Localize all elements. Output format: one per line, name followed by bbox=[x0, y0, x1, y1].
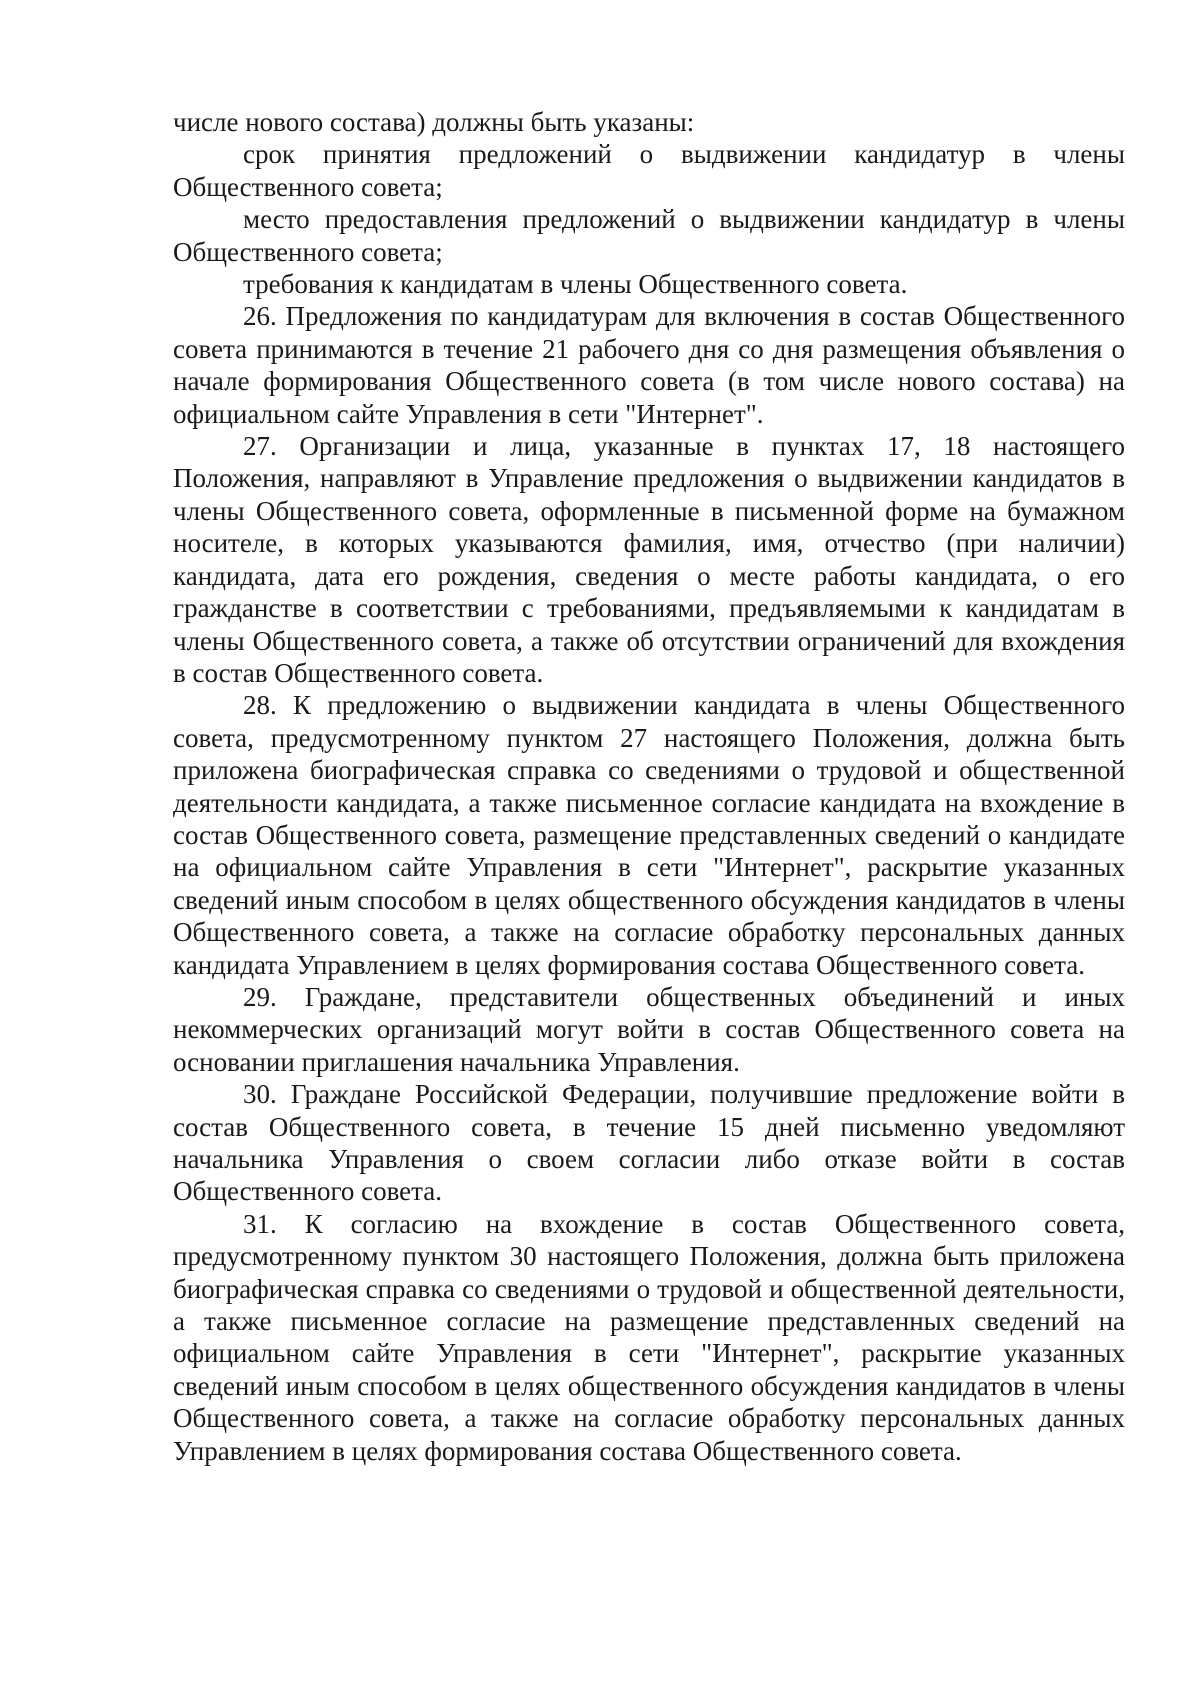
paragraph-item-30: 30. Граждане Российской Федерации, получившие предложение войти в состав Общественного совета, в течение 15 дней письменно уведомляют начальника Управления о своем согласии либо отказе войти в состав Общественного совета. bbox=[173, 1079, 1125, 1207]
paragraph-item-29: 29. Граждане, представители общественных объединений и иных некоммерческих организаций могут войти в состав Общественного совета на основании приглашения начальника Управления. bbox=[173, 981, 1125, 1077]
paragraph-continuation: числе нового состава) должны быть указаны: bbox=[173, 107, 695, 137]
paragraph-list-item-place: место предоставления предложений о выдвижении кандидатур в члены Общественного совета; bbox=[173, 204, 1125, 267]
paragraph-item-31: 31. К согласию на вхождение в состав Общественного совета, предусмотренному пунктом 30 настоящего Положения, должна быть приложена биографическая справка со сведениями о трудовой и общественной деятельности, а также письменное согласие на размещение представленных сведений на официальном сайте Управления в сети "Интернет", раскрытие указанных сведений иным способом в целях общественного обсуждения кандидатов в члены Общественного совета, а также на согласие обработку персональных данных Управлением в целях формирования состава Общественного совета. bbox=[173, 1208, 1125, 1466]
paragraph-item-28: 28. К предложению о выдвижении кандидата в члены Общественного совета, предусмотренному пунктом 27 настоящего Положения, должна быть приложена биографическая справка со сведениями о трудовой и общественной деятельности кандидата, а также письменное согласие кандидата на вхождение в состав Общественного совета, размещение представленных сведений о кандидате на официальном сайте Управления в сети "Интернет", раскрытие указанных сведений иным способом в целях общественного обсуждения кандидатов в члены Общественного совета, а также на согласие обработку персональных данных кандидата Управлением в целях формирования состава Общественного совета. bbox=[173, 690, 1125, 980]
paragraph-item-27: 27. Организации и лица, указанные в пунктах 17, 18 настоящего Положения, направляют в Управление предложения о выдвижении кандидатов в члены Общественного совета, оформленные в письменной форме на бумажном носителе, в которых указываются фамилия, имя, отчество (при наличии) кандидата, дата его рождения, сведения о месте работы кандидата, о его гражданстве в соответствии с требованиями, предъявляемыми к кандидатам в члены Общественного совета, а также об отсутствии ограничений для вхождения в состав Общественного совета. bbox=[173, 431, 1125, 688]
paragraph-list-item-requirements: требования к кандидатам в члены Общественного совета. bbox=[243, 269, 908, 300]
document-page bbox=[173, 106, 1125, 1467]
paragraph-list-item-deadline: срок принятия предложений о выдвижении кандидатур в члены Общественного совета; bbox=[173, 139, 1125, 202]
paragraph-item-26: 26. Предложения по кандидатурам для включения в состав Общественного совета принимаются в течение 21 рабочего дня со дня размещения объявления о начале формирования Общественного совета (в том числе нового состава) на официальном сайте Управления в сети "Интернет". bbox=[173, 301, 1125, 429]
